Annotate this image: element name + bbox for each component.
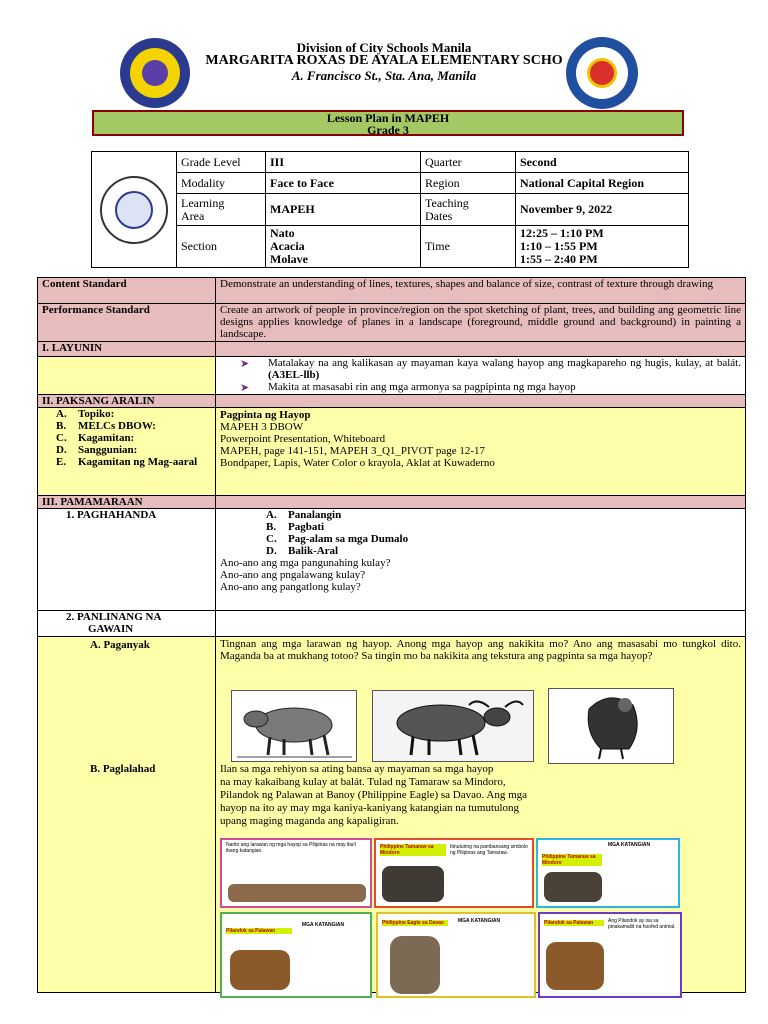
time-value: 1:10 – 1:55 PM xyxy=(520,239,598,253)
slide-title: Philippine Eagle sa Davao xyxy=(382,920,448,926)
deped-seal-cell xyxy=(92,152,177,268)
layunin-code: (A3EL-llb) xyxy=(268,369,320,381)
quarter-value: Second xyxy=(516,152,689,173)
layunin-left xyxy=(38,357,216,395)
slide-card xyxy=(220,838,372,908)
lesson-plan-title-line1: Lesson Plan in MAPEH xyxy=(326,111,450,125)
learning-area-label xyxy=(177,194,266,226)
eagle-sketch-image xyxy=(548,688,674,764)
paksang-aralin-values xyxy=(216,408,746,496)
paksa-label xyxy=(56,408,211,420)
step-text: Balik-Aral xyxy=(288,545,339,557)
paghahanda-step xyxy=(266,545,741,557)
paghahanda-step xyxy=(266,509,741,521)
paganyak-label: A. Paganyak xyxy=(90,639,150,651)
performance-standard-text: Create an artwork of people in province/region on the spot sketching of plant, trees, and building ang geometric line designs applies knowledge of planes in a landscape (foreground, middle ground and background) in painting a landscape. xyxy=(216,304,746,342)
grade-level-label: Grade Level xyxy=(177,152,266,173)
paksa-letter: E. xyxy=(56,456,67,468)
time-label: Time xyxy=(421,226,516,268)
step-text: Pagbati xyxy=(288,521,325,533)
paksa-label-text: Kagamitan: xyxy=(78,432,135,444)
slide-eagle-image xyxy=(390,936,440,994)
layunin-item xyxy=(240,381,741,394)
balik-aral-question: Ano-ano ang mga pangunahing kulay? xyxy=(220,557,391,569)
paksa-letter: A. xyxy=(56,408,67,420)
balik-aral-question: Ano-ano ang pangatlong kulay? xyxy=(220,581,361,593)
slide-text: Ang Pilandok ay isa sa pinakamaliit na hoofed animal. xyxy=(608,918,676,930)
region-label: Region xyxy=(421,173,516,194)
arrow-bullet-icon: ➤ xyxy=(240,358,250,370)
lesson-plan-title xyxy=(92,110,684,136)
paksa-letter: C. xyxy=(56,432,67,444)
panlinang-label-line2: GAWAIN xyxy=(88,623,134,635)
teaching-dates-value: November 9, 2022 xyxy=(516,194,689,226)
paksa-letter: D. xyxy=(56,444,67,456)
paksa-label xyxy=(56,456,211,468)
step-text: Panalangin xyxy=(288,509,342,521)
paglalahad-line: na may kakaibang kulay at balát. Tulad ng Tamaraw sa Mindoro, xyxy=(220,776,506,788)
layunin-heading-empty xyxy=(216,342,746,357)
slide-card xyxy=(538,912,682,998)
paksa-letter: B. xyxy=(56,420,67,432)
slide-text: MGA KATANGIAN xyxy=(458,918,501,924)
paksa-label-text: MELCs DBOW: xyxy=(78,420,156,432)
paksang-aralin-heading-empty xyxy=(216,395,746,408)
division-name: Division of City Schools Manila xyxy=(296,40,472,55)
paglalahad-line: Ilan sa mga rehiyon sa ating bansa ay mayaman sa mga hayop xyxy=(220,763,494,775)
paksa-label xyxy=(56,444,211,456)
paghahanda-steps xyxy=(220,509,741,557)
paglalahad-text xyxy=(220,763,527,828)
pamamaraan-heading: III. PAMAMARAAN xyxy=(38,496,216,509)
paghahanda-step xyxy=(266,533,741,545)
paksa-label xyxy=(56,432,211,444)
paksa-label-text: Kagamitan ng Mag-aaral xyxy=(78,456,198,468)
paksa-label xyxy=(56,420,211,432)
time-values xyxy=(516,226,689,268)
layunin-item-1: Matalakay na ang kalikasan ay mayaman kaya walang hayop ang magkapareho ng hugis, kulay, at balát. xyxy=(268,357,741,369)
info-table xyxy=(91,151,689,268)
layunin-item-2: Makita at masasabi rin ang mga armonya sa pagpipinta ng mga hayop xyxy=(268,381,576,393)
kagamitan-mag-aaral-value: Bondpaper, Lapis, Water Color o krayola, Aklat at Kuwaderno xyxy=(220,457,495,469)
slide-card xyxy=(374,838,534,908)
modality-label: Modality xyxy=(177,173,266,194)
panlinang-label xyxy=(38,611,216,637)
grade-level-value: III xyxy=(266,152,421,173)
slide-title: Pilandok sa Palawan xyxy=(544,920,604,926)
slide-tamaraw-image xyxy=(382,866,444,902)
balik-aral-question: Ano-ano ang pngalawang kulay? xyxy=(220,569,366,581)
panlinang-empty xyxy=(216,611,746,637)
slide-animals-image xyxy=(228,884,366,902)
teaching-dates-label xyxy=(421,194,516,226)
paksang-aralin-labels xyxy=(38,408,216,496)
slide-tamaraw-image xyxy=(544,872,602,902)
panlinang-label-line1: 2. PANLINANG NA xyxy=(66,611,162,623)
topiko-value: Pagpinta ng Hayop xyxy=(220,409,311,421)
arrow-bullet-icon: ➤ xyxy=(240,382,250,394)
paksang-aralin-heading: II. PAKSANG ARALIN xyxy=(38,395,216,408)
quarter-label: Quarter xyxy=(421,152,516,173)
step-text: Pag-alam sa mga Dumalo xyxy=(288,533,409,545)
slide-title: Philippine Tamaraw sa Mindoro xyxy=(542,854,602,866)
pamamaraan-heading-empty xyxy=(216,496,746,509)
slide-title: Pilandok sa Palawan xyxy=(226,928,292,934)
deped-seal xyxy=(100,176,168,244)
paglalahad-line: upang maging maganda ang kapaligiran. xyxy=(220,815,399,827)
section-value: Acacia xyxy=(270,239,305,253)
region-value: National Capital Region xyxy=(516,173,689,194)
learning-area-label-line2: Area xyxy=(181,208,205,223)
section-label: Section xyxy=(177,226,266,268)
time-value: 1:55 – 2:40 PM xyxy=(520,252,598,266)
section-value: Nato xyxy=(270,226,295,240)
slide-title: Philippine Tamaraw sa Mindoro xyxy=(380,844,446,856)
sanggunian-value: MAPEH, page 141-151, MAPEH 3_Q1_PIVOT page 12-17 xyxy=(220,445,485,457)
layunin-item-text xyxy=(268,357,741,381)
paglalahad-line: hayop na ito ay may mga kaniya-kaniyang katangian na tumutulong xyxy=(220,802,520,814)
school-address: A. Francisco St., Sta. Ana, Manila xyxy=(291,68,477,83)
step-letter: D. xyxy=(266,545,277,557)
time-value: 12:25 – 1:10 PM xyxy=(520,226,604,240)
slide-text: MGA KATANGIAN xyxy=(608,842,651,848)
step-letter: C. xyxy=(266,533,277,545)
paghahanda-content xyxy=(216,509,746,611)
layunin-item xyxy=(240,357,741,381)
paglalahad-label: B. Paglalahad xyxy=(90,763,156,775)
step-letter: B. xyxy=(266,521,277,533)
paglalahad-line: Pilandok ng Palawan at Banoy (Philippine Eagle) sa Davao. Ang mga xyxy=(220,789,528,801)
paganyak-text: Tingnan ang mga larawan ng hayop. Anong mga hayop ang nakikita mo? Ano ang masasabi mo tungkol dito. Maganda ba at mukhang totoo? Sa tingin mo ba nakikita ang tekstura ang pagpinta sa mga hayop? xyxy=(220,638,741,662)
slide-text: Narito ang larawan ng mga hayop sa Pilipinas na may iba't ibang katangian. xyxy=(226,842,356,854)
learning-area-label-line1: Learning xyxy=(181,195,225,210)
slide-text: MGA KATANGIAN xyxy=(302,922,345,928)
slide-text: Itinuturing na pambansang simbolo ng Pilipinas ang Tamaraw. xyxy=(450,844,528,856)
school-name: MARGARITA ROXAS DE AYALA ELEMENTARY SCHO xyxy=(205,53,563,68)
paksa-label-text: Topiko: xyxy=(78,408,115,420)
performance-standard-label: Performance Standard xyxy=(38,304,216,342)
lesson-plan-title-line2: Grade 3 xyxy=(367,123,409,137)
paghahanda-label: 1. PAGHAHANDA xyxy=(38,509,216,611)
tamaraw-sketch-image xyxy=(231,690,357,762)
panlinang-labels xyxy=(38,637,216,993)
slide-card xyxy=(220,912,372,998)
kagamitan-value: Powerpoint Presentation, Whiteboard xyxy=(220,433,386,445)
teaching-dates-label-line1: Teaching xyxy=(425,195,469,210)
section-value: Molave xyxy=(270,252,308,266)
modality-value: Face to Face xyxy=(266,173,421,194)
layunin-heading: I. LAYUNIN xyxy=(38,342,216,357)
paghahanda-step xyxy=(266,521,741,533)
slide-pilandok-image xyxy=(546,942,604,990)
carabao-sketch-image xyxy=(372,690,534,762)
content-standard-label: Content Standard xyxy=(38,278,216,304)
slide-pilandok-image xyxy=(230,950,290,990)
slide-card xyxy=(376,912,536,998)
content-standard-text: Demonstrate an understanding of lines, textures, shapes and balance of size, contrast of texture through drawing xyxy=(216,278,746,304)
paksa-label-text: Sanggunian: xyxy=(78,444,138,456)
slide-card xyxy=(536,838,680,908)
layunin-content xyxy=(216,357,746,395)
section-values xyxy=(266,226,421,268)
teaching-dates-label-line2: Dates xyxy=(425,208,453,223)
melcs-value: MAPEH 3 DBOW xyxy=(220,421,304,433)
learning-area-value: MAPEH xyxy=(266,194,421,226)
step-letter: A. xyxy=(266,509,277,521)
